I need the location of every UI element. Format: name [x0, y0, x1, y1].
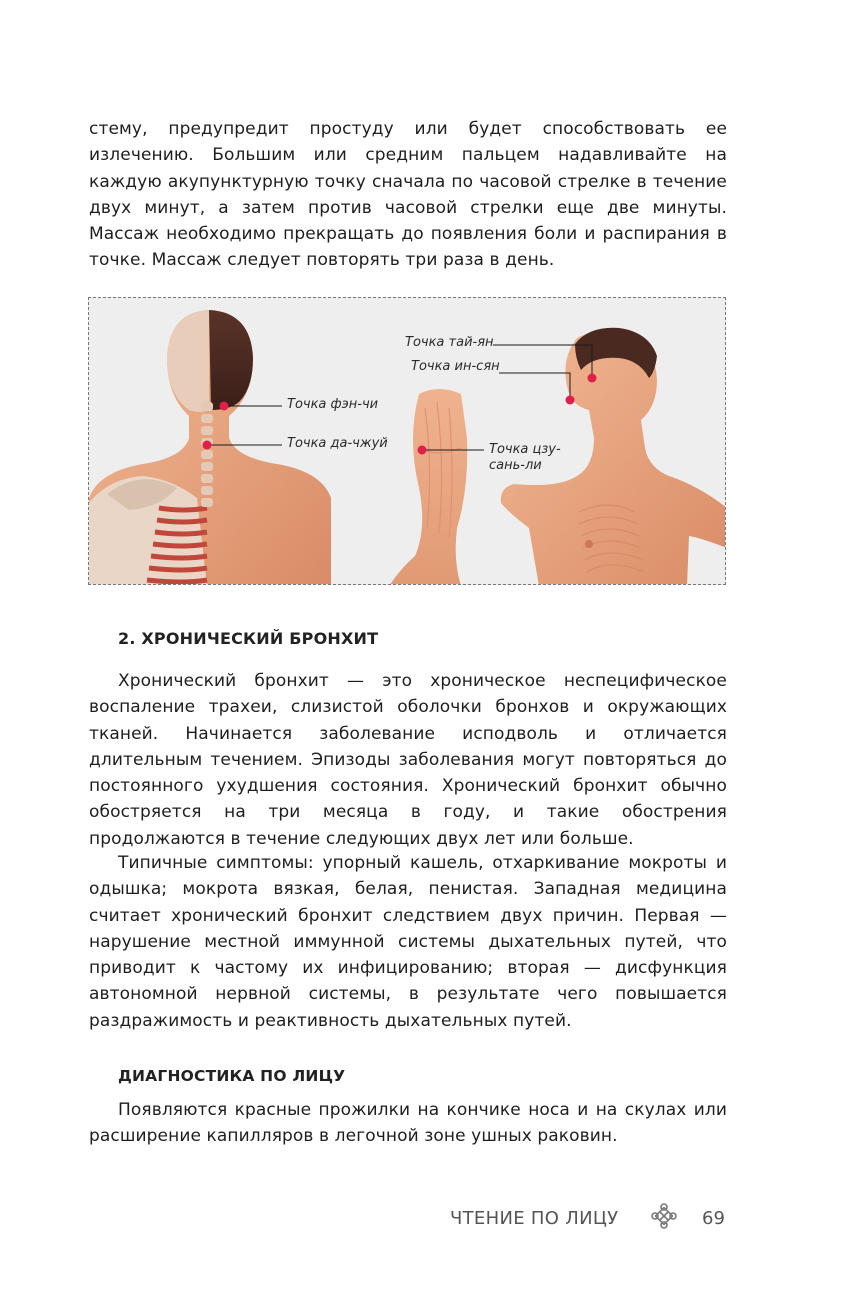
label-tai-yang: Точка тай-ян	[405, 335, 494, 350]
page-number: 69	[702, 1208, 725, 1229]
label-zu-san-li-2: сань-ли	[489, 458, 542, 473]
label-ying-xiang: Точка ин-сян	[411, 359, 500, 374]
point-da-zhui	[203, 441, 212, 450]
point-zu-san-li	[418, 446, 427, 455]
label-zu-san-li-1: Точка цзу-	[489, 442, 561, 457]
label-da-zhui: Точка да-чжуй	[287, 436, 388, 451]
intro-paragraph: стему, предупредит простуду или будет способствовать ее излечению. Большим или средним пальцем надавливайте на каждую акупунктурную точку сначала по часовой стрелке в течение двух минут, а затем против часовой стрелки еще две минуты. Массаж необходимо прекращать до появления боли и распирания в точке. Массаж следует повторять три раза в день.	[89, 119, 727, 271]
leg-figure	[389, 389, 467, 585]
subsection-heading: ДИАГНОСТИКА ПО ЛИЦУ	[118, 1067, 346, 1085]
point-tai-yang	[588, 374, 597, 383]
label-feng-chi: Точка фэн-чи	[287, 397, 379, 412]
point-ying-xiang	[566, 396, 575, 405]
leader-lines	[207, 345, 592, 450]
acupoint-illustration	[88, 297, 726, 585]
point-feng-chi	[220, 402, 229, 411]
section-paragraph-1: Хронический бронхит — это хроническое неспецифическое воспаление трахеи, слизистой оболочки бронхов и окружающих тканей. Начинается заболевание исподволь и отличается длительным течением. Эпизоды заболевания могут повторяться до постоянного ухудшения состояния. Хронический бронхит обычно обостряется на три месяца в году, и такие обострения продолжаются в течение следующих двух лет или больше.	[89, 671, 727, 849]
subsection-paragraph: Появляются красные прожилки на кончике носа и на скулах или расширение капилляров в легочной зоне ушных раковин.	[89, 1100, 727, 1147]
section-heading: 2. ХРОНИЧЕСКИЙ БРОНХИТ	[118, 629, 379, 648]
section-paragraph-2: Типичные симптомы: упорный кашель, отхаркивание мокроты и одышка; мокрота вязкая, белая, пенистая. Западная медицина считает хронический бронхит следствием двух причин. Первая — нарушение местной иммунной системы дыхательных путей, что приводит к частому их инфицированию; вторая — дисфункция автономной нервной системы, в результате чего повышается раздражимость и реактивность дыхательных путей.	[89, 853, 727, 1031]
running-footer-title: ЧТЕНИЕ ПО ЛИЦУ	[450, 1208, 619, 1229]
endless-knot-icon	[651, 1203, 677, 1229]
